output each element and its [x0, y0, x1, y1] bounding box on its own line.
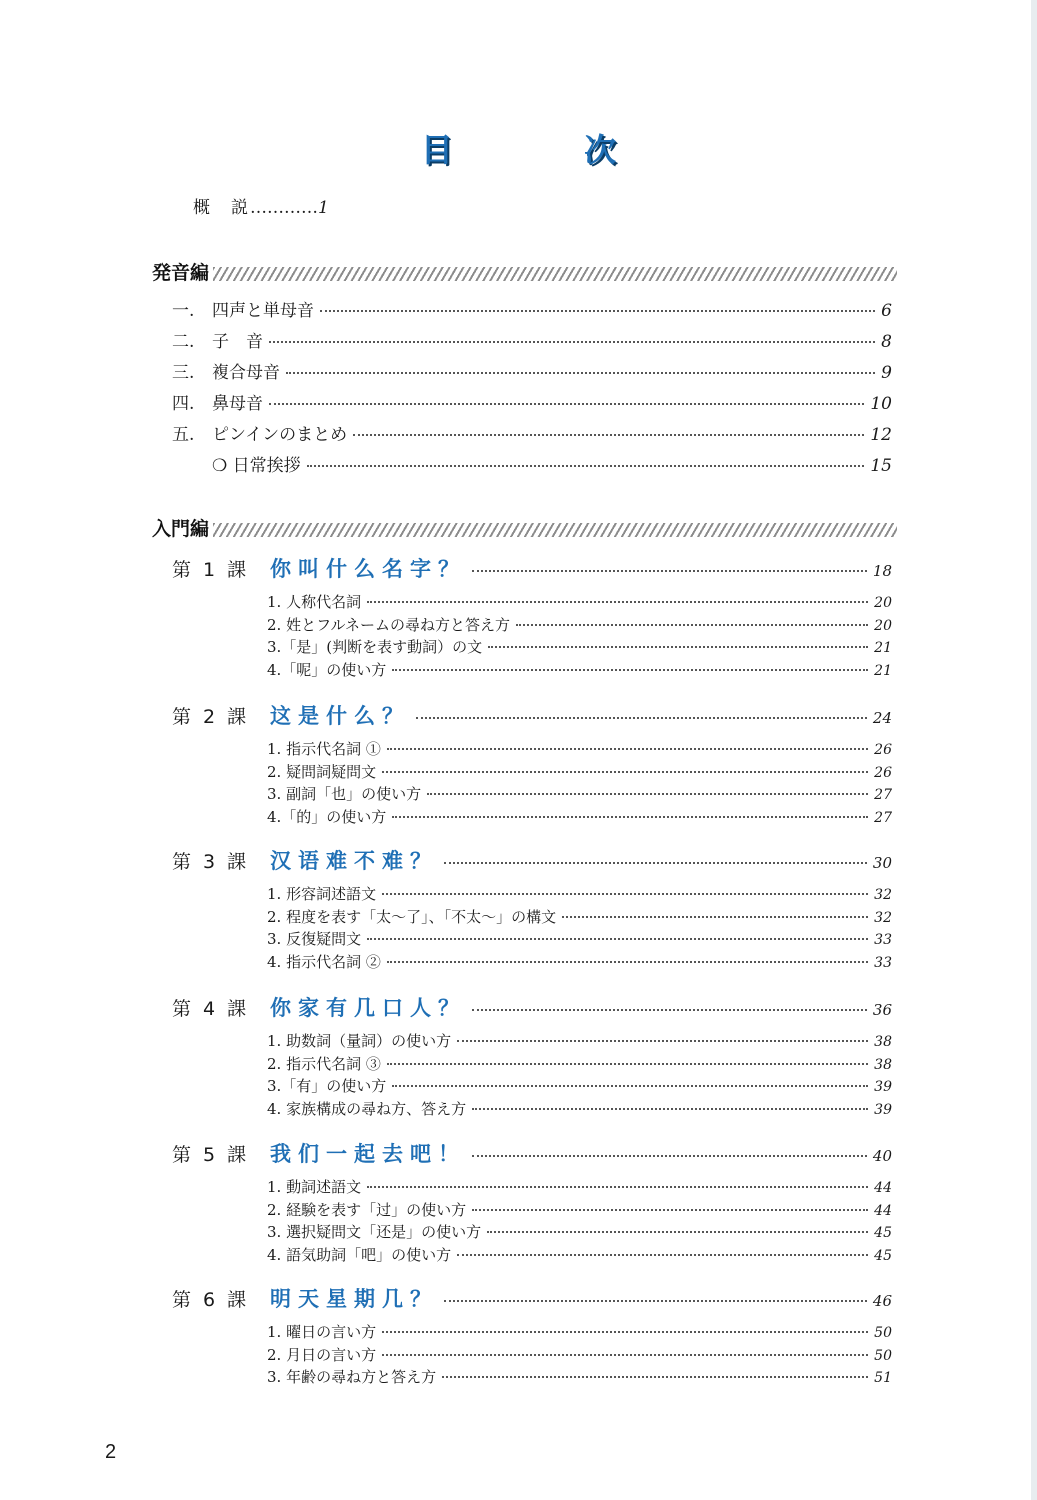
- section-hatch: [213, 523, 897, 537]
- dot-leader: [427, 793, 868, 795]
- lesson-page: 18: [872, 562, 892, 580]
- overview-page: 1: [318, 198, 329, 218]
- dot-leader: [269, 403, 864, 405]
- lesson-item[interactable]: [267, 659, 892, 680]
- lesson-text: [172, 553, 466, 583]
- dot-leader: [416, 717, 867, 719]
- lesson-item[interactable]: [267, 1344, 892, 1365]
- section-label: 発音編: [152, 262, 213, 284]
- toc-entry[interactable]: [172, 296, 892, 321]
- item-page: 26: [874, 742, 892, 758]
- lesson-number: 第 4 課: [172, 998, 250, 1020]
- item-text: 4.「呢」の使い方: [267, 660, 387, 679]
- item-text: 2. 姓とフルネームの尋ね方と答え方: [267, 615, 511, 634]
- item-page: 50: [874, 1347, 892, 1364]
- lesson-page: 40: [872, 1147, 892, 1165]
- lesson-title: 我们一起去吧！: [270, 1142, 466, 1166]
- item-text: 2. 経験を表す「过」の使い方: [267, 1200, 467, 1219]
- section-header-intro: [152, 514, 897, 540]
- entry-text: [172, 451, 301, 476]
- lesson-item[interactable]: [267, 928, 892, 949]
- lesson-number: 第 6 課: [172, 1289, 250, 1311]
- dot-leader: [472, 1155, 867, 1157]
- dot-leader: [392, 816, 868, 818]
- item-text: 1. 人称代名詞: [267, 593, 362, 611]
- item-text: 1. 動詞述語文: [267, 1178, 362, 1196]
- overview-leader: …………: [250, 198, 318, 218]
- dot-leader: [367, 938, 868, 940]
- lesson-item[interactable]: [267, 1199, 892, 1220]
- dot-leader: [442, 1376, 868, 1378]
- lesson-number: 第 2 課: [172, 706, 250, 728]
- dot-leader: [286, 372, 875, 374]
- item-page: 45: [874, 1247, 892, 1264]
- entry-text: [172, 327, 263, 352]
- item-text: 3.「是」(判断を表す動詞）の文: [267, 638, 483, 656]
- lesson-number: 第 5 課: [172, 1144, 250, 1166]
- item-text: 3. 反復疑問文: [267, 930, 362, 948]
- lesson-page: 46: [872, 1292, 892, 1310]
- item-text: 4. 指示代名詞 ②: [267, 952, 381, 971]
- page-title: 目 次: [420, 131, 677, 169]
- overview-label: 概 説: [193, 198, 250, 218]
- lesson-item[interactable]: [267, 1176, 892, 1197]
- lesson-text: [172, 1138, 466, 1168]
- dot-leader: [307, 465, 865, 467]
- lesson-page: 30: [872, 854, 892, 872]
- dot-leader: [457, 1040, 868, 1042]
- item-text: 4. 語気助詞「吧」の使い方: [267, 1245, 452, 1264]
- lesson-item[interactable]: [267, 1098, 892, 1119]
- toc-entry[interactable]: [172, 358, 892, 383]
- item-text: 1. 曜日の言い方: [267, 1323, 377, 1341]
- dot-leader: [472, 570, 867, 572]
- entry-number: 五.: [172, 425, 195, 445]
- entry-number: 二.: [172, 332, 195, 352]
- entry-number: 三.: [172, 363, 195, 383]
- dot-leader: [444, 1300, 867, 1302]
- item-page: 21: [874, 640, 892, 656]
- item-page: 45: [874, 1225, 892, 1241]
- lesson-title: 你家有几口人？: [270, 996, 466, 1020]
- section-label: 入門編: [152, 518, 213, 540]
- toc-entry[interactable]: [172, 389, 892, 414]
- lesson-heading[interactable]: [172, 1283, 892, 1313]
- item-page: 32: [874, 909, 892, 926]
- dot-leader: [382, 771, 868, 773]
- item-text: 3. 年齢の尋ね方と答え方: [267, 1368, 437, 1386]
- lesson-text: [172, 845, 438, 875]
- entry-title: 複合母音: [212, 363, 280, 383]
- item-page: 20: [874, 617, 892, 634]
- lesson-text: [172, 992, 466, 1022]
- dot-leader: [269, 341, 875, 343]
- page-edge: [1031, 0, 1037, 1500]
- item-page: 39: [874, 1101, 892, 1118]
- dot-leader: [367, 601, 868, 603]
- lesson-item[interactable]: [267, 883, 892, 904]
- item-page: 27: [874, 787, 892, 803]
- dot-leader: [392, 669, 868, 671]
- item-text: 3. 選択疑問文「还是」の使い方: [267, 1223, 482, 1241]
- lesson-item[interactable]: [267, 906, 892, 927]
- lesson-number: 第 1 課: [172, 559, 250, 581]
- dot-leader: [457, 1254, 868, 1256]
- item-page: 39: [874, 1079, 892, 1095]
- lesson-item[interactable]: [267, 1053, 892, 1074]
- item-page: 32: [874, 887, 892, 903]
- entry-number: 四.: [172, 394, 195, 414]
- entry-page: 12: [870, 425, 892, 445]
- lesson-heading[interactable]: [172, 992, 892, 1022]
- lesson-item[interactable]: [267, 951, 892, 972]
- entry-number: 一.: [172, 301, 195, 321]
- item-text: 3.「有」の使い方: [267, 1077, 387, 1095]
- dot-leader: [387, 1063, 868, 1065]
- lesson-item[interactable]: [267, 783, 892, 804]
- item-page: 38: [874, 1034, 892, 1050]
- entry-title: 鼻母音: [212, 394, 263, 414]
- lesson-page: 36: [872, 1001, 892, 1019]
- entry-page: 15: [870, 456, 892, 476]
- dot-leader: [382, 1331, 868, 1333]
- lesson-item[interactable]: [267, 636, 892, 657]
- section-hatch: [213, 267, 897, 281]
- item-page: 27: [874, 809, 892, 826]
- item-page: 33: [874, 954, 892, 971]
- toc-overview[interactable]: [193, 193, 329, 218]
- lesson-item[interactable]: [267, 738, 892, 759]
- dot-leader: [488, 646, 868, 648]
- toc-entry[interactable]: [172, 327, 892, 352]
- dot-leader: [353, 434, 864, 436]
- lesson-text: [172, 700, 410, 730]
- entry-text: [172, 358, 280, 383]
- item-page: 20: [874, 595, 892, 611]
- section-header-pronunciation: [152, 258, 897, 284]
- lesson-heading[interactable]: [172, 553, 892, 583]
- lesson-item[interactable]: [267, 1221, 892, 1242]
- lesson-title: 汉语难不难？: [270, 849, 438, 873]
- dot-leader: [367, 1186, 868, 1188]
- lesson-title: 你叫什么名字？: [270, 557, 466, 581]
- lesson-item[interactable]: [267, 806, 892, 827]
- dot-leader: [472, 1108, 868, 1110]
- item-text: 2. 指示代名詞 ③: [267, 1054, 381, 1073]
- dot-leader: [472, 1009, 867, 1011]
- item-text: 2. 程度を表す「太～了」、「不太～」の構文: [267, 907, 557, 926]
- lesson-page: 24: [872, 709, 892, 727]
- dot-leader: [487, 1231, 868, 1233]
- lesson-title: 明天星期几？: [270, 1287, 438, 1311]
- entry-page: 10: [870, 394, 892, 414]
- item-page: 44: [874, 1180, 892, 1196]
- item-text: 1. 助数詞（量詞）の使い方: [267, 1032, 452, 1050]
- item-page: 50: [874, 1325, 892, 1341]
- dot-leader: [392, 1085, 868, 1087]
- lesson-title: 这是什么？: [270, 704, 410, 728]
- item-text: 1. 指示代名詞 ①: [267, 740, 381, 758]
- item-text: 2. 月日の言い方: [267, 1345, 377, 1364]
- lesson-heading[interactable]: [172, 700, 892, 730]
- item-text: 3. 副詞「也」の使い方: [267, 785, 422, 803]
- dot-leader: [516, 624, 868, 626]
- item-page: 21: [874, 662, 892, 679]
- item-page: 33: [874, 932, 892, 948]
- dot-leader: [472, 1209, 868, 1211]
- entry-page: 9: [881, 363, 892, 383]
- lesson-item[interactable]: [267, 1321, 892, 1342]
- item-page: 38: [874, 1056, 892, 1073]
- entry-text: [172, 296, 314, 321]
- dot-leader: [320, 310, 875, 312]
- dot-leader: [382, 1354, 868, 1356]
- entry-page: 8: [881, 332, 892, 352]
- dot-leader: [444, 862, 867, 864]
- toc-entry[interactable]: [172, 451, 892, 476]
- lesson-item[interactable]: [267, 614, 892, 635]
- lesson-heading[interactable]: [172, 1138, 892, 1168]
- lesson-item[interactable]: [267, 1030, 892, 1051]
- entry-title: ❍ 日常挨拶: [212, 456, 301, 476]
- entry-text: [172, 389, 263, 414]
- entry-title: 四声と単母音: [212, 301, 314, 321]
- dot-leader: [382, 893, 868, 895]
- dot-leader: [387, 748, 868, 750]
- item-page: 26: [874, 764, 892, 781]
- item-text: 4.「的」の使い方: [267, 807, 387, 826]
- lesson-item[interactable]: [267, 591, 892, 612]
- page-number: 2: [105, 1441, 117, 1463]
- lesson-item[interactable]: [267, 1366, 892, 1387]
- entry-page: 6: [881, 301, 892, 321]
- item-text: 4. 家族構成の尋ね方、答え方: [267, 1099, 467, 1118]
- lesson-heading[interactable]: [172, 845, 892, 875]
- entry-title: ピンインのまとめ: [212, 425, 348, 445]
- item-text: 2. 疑問詞疑問文: [267, 762, 377, 781]
- lesson-number: 第 3 課: [172, 851, 250, 873]
- lesson-item[interactable]: [267, 761, 892, 782]
- entry-title: 子 音: [212, 332, 263, 352]
- dot-leader: [387, 961, 868, 963]
- lesson-item[interactable]: [267, 1244, 892, 1265]
- dot-leader: [562, 916, 868, 918]
- toc-entry[interactable]: [172, 420, 892, 445]
- lesson-text: [172, 1283, 438, 1313]
- lesson-item[interactable]: [267, 1075, 892, 1096]
- item-page: 44: [874, 1202, 892, 1219]
- entry-text: [172, 420, 347, 445]
- item-page: 51: [874, 1370, 892, 1386]
- item-text: 1. 形容詞述語文: [267, 885, 377, 903]
